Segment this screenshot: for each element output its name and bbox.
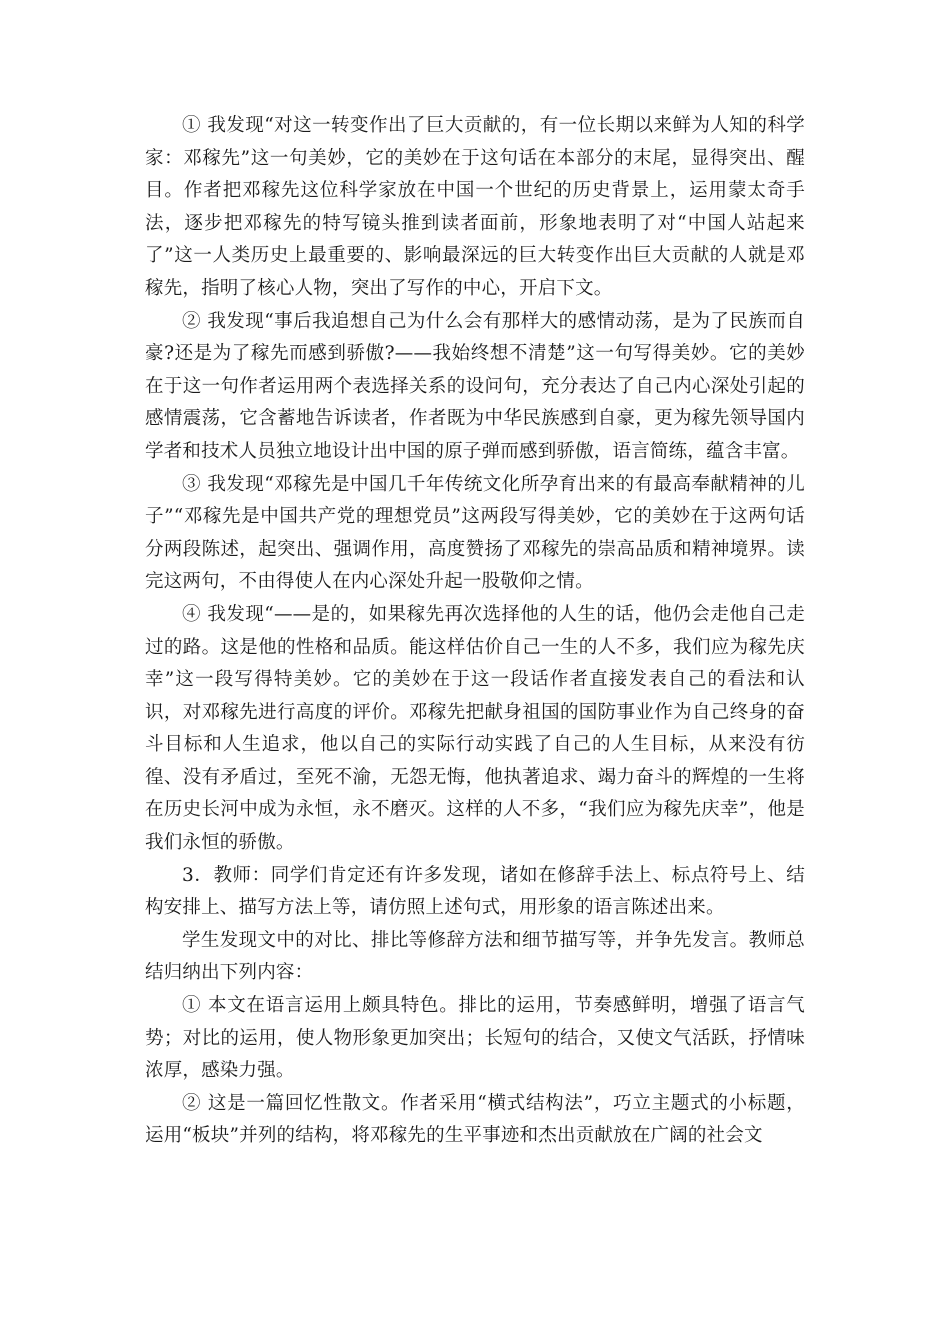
paragraph-8: ② 这是一篇回忆性散文。作者采用“横式结构法”，巧立主题式的小标题，运用“板块”并列的结构，将邓稼先的生平事迹和杰出贡献放在广阔的社会文 [145, 1092, 805, 1147]
document-page [145, 110, 805, 1153]
paragraph-5: 3．教师：同学们肯定还有许多发现，诸如在修辞手法上、标点符号上、结构安排上、描写方法上等，请仿照上述句式，用形象的语言陈述出来。 [145, 864, 805, 919]
paragraph-2: ② 我发现“事后我追想自己为什么会有那样大的感情动荡，是为了民族而自豪?还是为了稼先而感到骄傲?——我始终想不清楚”这一句写得美妙。它的美妙在于这一句作者运用两个表选择关系的设问句，充分表达了自己内心深处引起的感情震荡，它含蓄地告诉读者，作者既为中华民族感到自豪，更为稼先领导国内学者和技术人员独立地设计出中国的原子弹而感到骄傲，语言简练，蕴含丰富。 [145, 310, 805, 462]
paragraph-3: ③ 我发现“邓稼先是中国几千年传统文化所孕育出来的有最高奉献精神的儿子”“邓稼先是中国共产党的理想党员”这两段写得美妙，它的美妙在于这两句话分两段陈述，起突出、强调作用，高度赞扬了邓稼先的崇高品质和精神境界。读完这两句，不由得使人在内心深处升起一股敬仰之情。 [145, 473, 805, 593]
paragraph-7: ① 本文在语言运用上颇具特色。排比的运用，节奏感鲜明，增强了语言气势；对比的运用，使人物形象更加突出；长短句的结合，又使文气活跃，抒情味浓厚，感染力强。 [145, 995, 805, 1082]
paragraph-6: 学生发现文中的对比、排比等修辞方法和细节描写等，并争先发言。教师总结归纳出下列内容： [145, 929, 805, 984]
paragraph-1: ① 我发现“对这一转变作出了巨大贡献的，有一位长期以来鲜为人知的科学家：邓稼先”这一句美妙，它的美妙在于这句话在本部分的末尾，显得突出、醒目。作者把邓稼先这位科学家放在中国一个世纪的历史背景上，运用蒙太奇手法，逐步把邓稼先的特写镜头推到读者面前，形象地表明了对“中国人站起来了”这一人类历史上最重要的、影响最深远的巨大转变作出巨大贡献的人就是邓稼先，指明了核心人物，突出了写作的中心，开启下文。 [145, 115, 805, 299]
paragraph-4: ④ 我发现“——是的，如果稼先再次选择他的人生的话，他仍会走他自己走过的路。这是他的性格和品质。能这样估价自己一生的人不多，我们应为稼先庆幸”这一段写得特美妙。它的美妙在于这一段话作者直接发表自己的看法和认识，对邓稼先进行高度的评价。邓稼先把献身祖国的国防事业作为自己终身的奋斗目标和人生追求，他以自己的实际行动实践了自己的人生目标，从来没有彷徨、没有矛盾过，至死不渝，无怨无悔，他执著追求、竭力奋斗的辉煌的一生将在历史长河中成为永恒，永不磨灭。这样的人不多，“我们应为稼先庆幸”，他是我们永恒的骄傲。 [145, 603, 805, 854]
